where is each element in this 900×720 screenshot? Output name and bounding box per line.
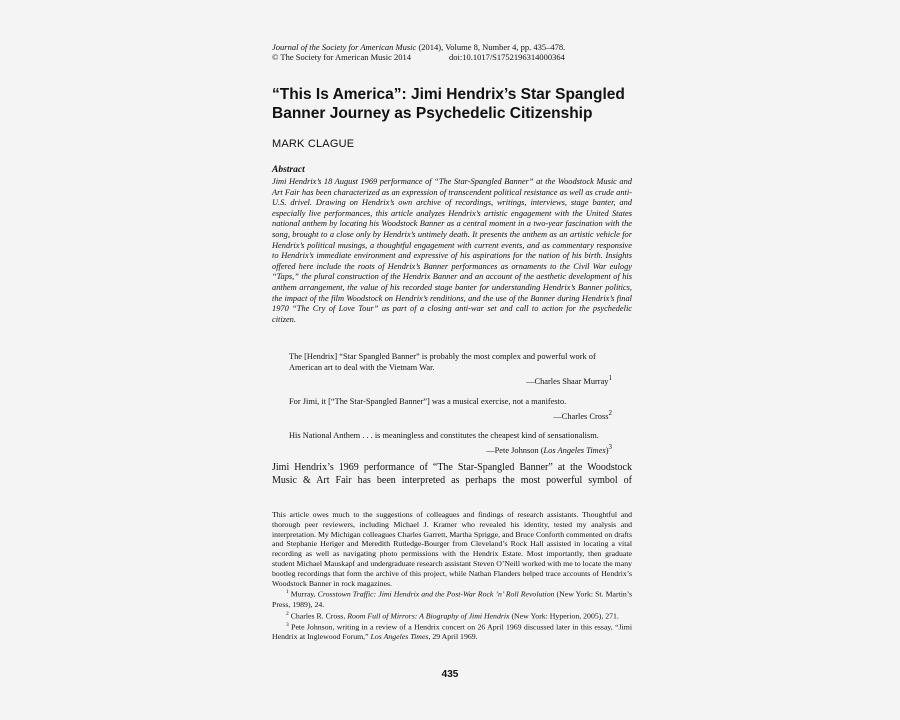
- footnote-number: 2: [286, 610, 289, 617]
- article-author: MARK CLAGUE: [272, 138, 355, 150]
- journal-volume-info: (2014), Volume 8, Number 4, pp. 435–478.: [416, 42, 566, 52]
- epigraph: [289, 352, 612, 388]
- footnote-number: 3: [286, 621, 289, 628]
- acknowledgment-note: This article owes much to the suggestions of colleagues and findings of research assistants. Thoughtful and thorough peer reviewers, including Michael J. Kramer who revealed his identity, tested my analysis and interpretation. My Michigan colleagues Charles Garrett, Martha Sprigge, and Bruce Conforth commented on drafts and Stephanie Heriger and Meredith Rutledge-Bourger from Cleveland’s Rock Hall assisted in locating a vital recording as well as navigating photo permissions with the Hendrix Estate. Most importantly, then graduate student Michael Mauskapf and undergraduate research assistant Steven O’Neill worked with me to locate the many bootleg recordings that form the archive of this project, while Nathan Flanders helped trace accounts of Hendrix’s Woodstock Banner in rock magazines.: [272, 510, 632, 588]
- epigraph-quote: For Jimi, it [“The Star-Spangled Banner”] was a musical exercise, not a manifesto.: [289, 397, 567, 406]
- epigraph: [289, 397, 612, 422]
- body-paragraph: Jimi Hendrix’s 1969 performance of “The Star-Spangled Banner” at the Woodstock Music & Art Fair has been interpreted as perhaps the most powerful symbol of: [272, 462, 632, 486]
- abstract-text: Jimi Hendrix’s 18 August 1969 performance of “The Star-Spangled Banner” at the Woodstock Music and Art Fair has been characterized as an expression of transcendent political resistance as well as crude anti-U.S. drivel. Drawing on Hendrix’s own archive of recordings, writings, interviews, stage banter, and especially live performances, this article analyzes Hendrix’s artistic engagement with the United States national anthem by locating his Woodstock Banner as a central moment in a two-year fascination with the song, brought to a close only by Hendrix’s untimely death. It presents the anthem as an artistic vehicle for Hendrix’s political musings, a thoughtful engagement with current events, and as commentary responsive to Hendrix’s immediate environment and expressive of his aspirations for the nation of his birth. Insights offered here include the roots of Hendrix’s Banner performances as ornaments to the Civil War eulogy “Taps,” the plural construction of the Hendrix Banner and an account of the aesthetic development of his anthem arrangement, the value of his recorded stage banter for understanding Hendrix’s Banner politics, the impact of the film Woodstock on Hendrix’s renditions, and the use of the Banner during Hendrix’s final 1970 “The Cry of Love Tour” as part of a closing anti-war set and call to action for the psychedelic citizen.: [272, 177, 632, 324]
- epigraph-attribution: —Pete Johnson (Los Angeles Times)$^3$: [486, 442, 612, 455]
- footnote-marker: 2: [608, 408, 612, 417]
- page-number: 435: [441, 669, 459, 680]
- journal-citation: [272, 42, 565, 52]
- footnote: $^3$ Pete Johnson, writing in a review of a Hendrix concert on 26 April 1969 discussed later in this essay, “Jimi Hendrix at Inglewood Forum,” Los Angeles Times, 29 April 1969.: [272, 621, 632, 642]
- copyright-line: [272, 52, 565, 62]
- footnotes: [272, 510, 632, 642]
- epigraph-attribution: —Charles Cross$^2$: [553, 408, 612, 421]
- epigraph: [289, 431, 612, 456]
- journal-name: Journal of the Society for American Music: [272, 42, 417, 52]
- epigraph-quote: His National Anthem . . . is meaningless and constitutes the cheapest kind of sensationalism.: [289, 431, 599, 440]
- epigraph-attribution: —Charles Shaar Murray$^1$: [526, 374, 612, 386]
- abstract-heading: Abstract: [272, 165, 305, 175]
- epigraph-quote: The [Hendrix] “Star Spangled Banner” is probably the most complex and powerful work of American art to deal with the Vietnam War.: [289, 352, 596, 372]
- copyright-notice: © The Society for American Music 2014: [272, 52, 411, 62]
- footnote-marker: 1: [608, 374, 612, 383]
- article-title: “This Is America”: Jimi Hendrix’s Star Spangled Banner Journey as Psychedelic Citizenship: [272, 86, 625, 122]
- doi: doi:10.1017/S1752196314000364: [448, 52, 565, 62]
- footnote-number: 1: [286, 589, 289, 596]
- footnote: $^2$ Charles R. Cross, Room Full of Mirrors: A Biography of Jimi Hendrix (New York: Hyperion, 2005), 271.: [286, 610, 619, 621]
- footnote: $^1$ Murray, Crosstown Traffic: Jimi Hendrix and the Post-War Rock ’n’ Roll Revolution (New York: St. Martin’s Press, 1989), 24.: [272, 589, 632, 609]
- footnote-marker: 3: [608, 442, 612, 451]
